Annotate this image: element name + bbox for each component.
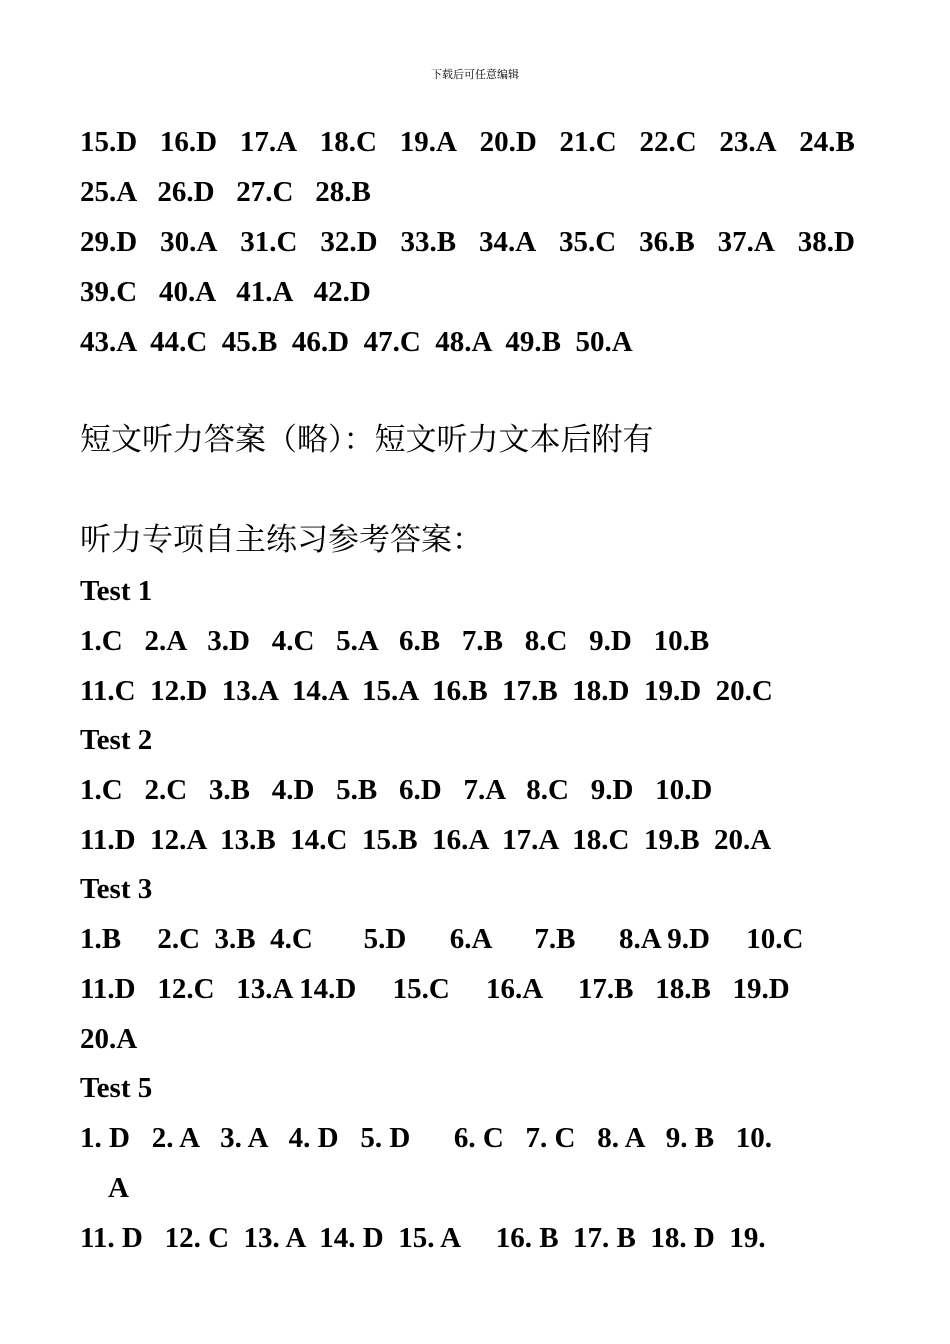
answer-row: 39.C 40.A 41.A 42.D [80, 276, 371, 308]
answer: 15.D [80, 126, 138, 158]
page-header: 下载后可任意编辑 [431, 68, 519, 81]
answer: 30.A [160, 226, 218, 258]
answer: 38.D [797, 226, 855, 258]
test-title: Test 5 [80, 1072, 153, 1104]
answer: 31.C [240, 226, 298, 258]
answer: 29.D [80, 226, 138, 258]
answer: 21.C [559, 126, 617, 158]
answer: 22.C [639, 126, 697, 158]
test-title: Test 1 [80, 575, 153, 607]
answer-row: 1.B 2.C 3.B 4.C 5.D 6.A 7.B 8.A 9.D 10.C [80, 923, 804, 955]
answer: 19.A [399, 126, 457, 158]
answer: 34.A [478, 226, 537, 258]
answer: 35.C [559, 226, 617, 258]
answer-row: 1.C 2.C 3.B 4.D 5.B 6.D 7.A 8.C 9.D 10.D [80, 774, 713, 806]
answer-row: 11. D 12. C 13. A 14. D 15. A 16. B 17. B 18. D 19. [80, 1222, 766, 1254]
answer-row: 20.A [80, 1023, 138, 1055]
answer-row: 25.A 26.D 27.C 28.B [80, 176, 371, 208]
answer: 20.D [479, 126, 537, 158]
answer-row [80, 224, 855, 260]
short-passage-note: 短文听力答案（略）：短文听力文本后附有 [80, 422, 654, 458]
answer: 17.A [239, 126, 298, 158]
test-title: Test 3 [80, 873, 153, 905]
answer-row: 11.D 12.C 13.A 14.D 15.C 16.A 17.B 18.B 19.D [80, 973, 790, 1005]
answer-row: A [108, 1172, 129, 1204]
answer: 18.C [319, 126, 377, 158]
answer-row: 11.C 12.D 13.A 14.A 15.A 16.B 17.B 18.D 19.D 20.C [80, 675, 773, 707]
answer-row: 1.C 2.A 3.D 4.C 5.A 6.B 7.B 8.C 9.D 10.B [80, 625, 710, 657]
answer: 23.A [719, 126, 777, 158]
answer: 33.B [400, 226, 457, 258]
answer: 37.A [717, 226, 775, 258]
practice-title: 听力专项自主练习参考答案： [80, 522, 483, 558]
test-title: Test 2 [80, 724, 153, 756]
answer: 36.B [639, 226, 695, 258]
answer-row: 43.A 44.C 45.B 46.D 47.C 48.A 49.B 50.A [80, 326, 633, 358]
answer: 32.D [320, 226, 378, 258]
answer: 24.B [799, 126, 855, 158]
answer-row: 1. D 2. A 3. A 4. D 5. D 6. C 7. C 8. A 9. B 10. [80, 1122, 773, 1154]
answer-row [80, 124, 855, 160]
answer-row: 11.D 12.A 13.B 14.C 15.B 16.A 17.A 18.C 19.B 20.A [80, 824, 772, 856]
answer: 16.D [159, 126, 218, 158]
